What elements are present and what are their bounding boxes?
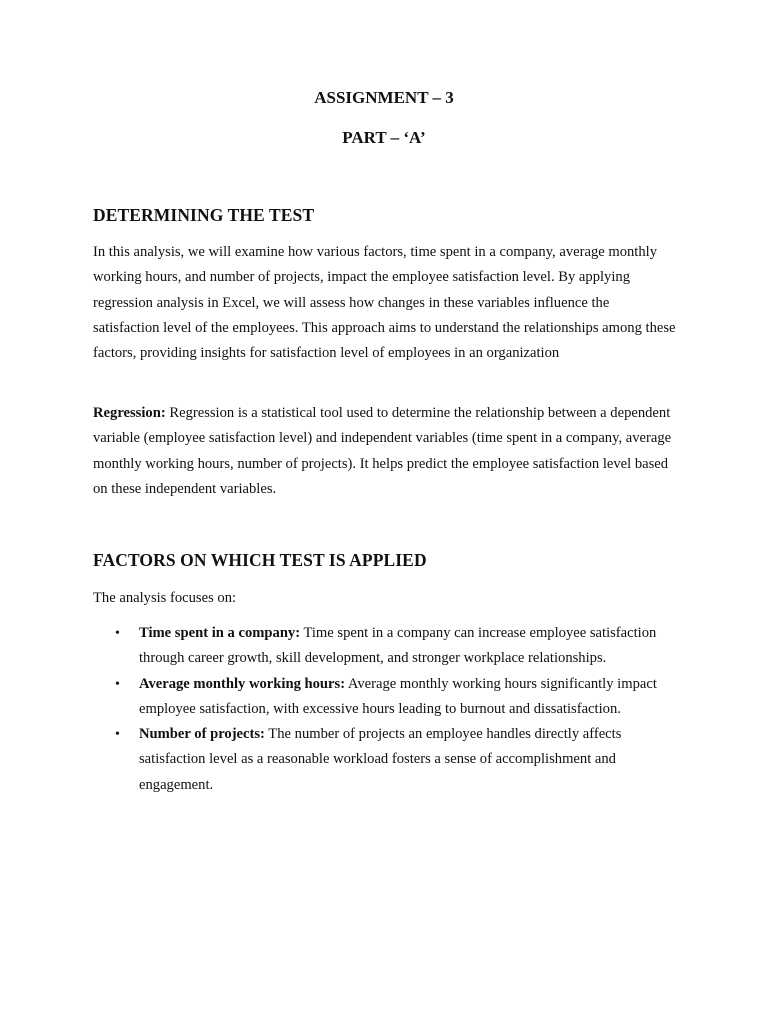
- section-heading-factors: FACTORS ON WHICH TEST IS APPLIED: [93, 550, 427, 570]
- bullet-icon: •: [115, 676, 120, 692]
- bullet-icon: •: [115, 727, 120, 743]
- factor-text: The number of projects an employee handles directly affects satisfaction level as a reasonable workload fosters a sense of accomplishment and engagement.: [139, 726, 622, 793]
- regression-label: Regression:: [93, 405, 166, 421]
- bullet-icon: •: [115, 626, 120, 641]
- factor-label: Number of projects:: [139, 726, 265, 743]
- regression-paragraph: [93, 401, 678, 502]
- section-heading-determining-test: DETERMINING THE TEST: [93, 205, 315, 225]
- factor-list: [93, 621, 678, 798]
- factor-text: Time spent in a company can increase employee satisfaction through career growth, skill development, and stronger workplace relationships.: [139, 625, 657, 667]
- regression-text: Regression is a statistical tool used to determine the relationship between a dependent variable (employee satisfaction level) and independent variables (time spent in a company, average monthly working hours, number of projects). It helps predict the employee satisfaction level based on these independent variables.: [93, 405, 672, 497]
- analysis-paragraph: In this analysis, we will examine how various factors, time spent in a company, average monthly working hours, and number of projects, impact the employee satisfaction level. By applying regression analysis in Excel, we will assess how changes in these variables influence the satisfaction level of the employees. This approach aims to understand the relationships among these factors, providing insights for satisfaction level of employees in an organization: [93, 244, 676, 362]
- factor-label: Average monthly working hours:: [139, 675, 346, 692]
- list-item: [93, 672, 678, 723]
- part-subtitle: PART – ‘A’: [342, 128, 426, 147]
- factor-text: Average monthly working hours significantly impact employee satisfaction, with excessive hours leading to burnout and dissatisfaction.: [139, 675, 657, 717]
- assignment-title: ASSIGNMENT – 3: [314, 88, 454, 107]
- factor-label: Time spent in a company:: [139, 625, 301, 641]
- list-item: [93, 722, 678, 798]
- analysis-intro: The analysis focuses on:: [93, 590, 237, 606]
- list-item: [93, 621, 678, 672]
